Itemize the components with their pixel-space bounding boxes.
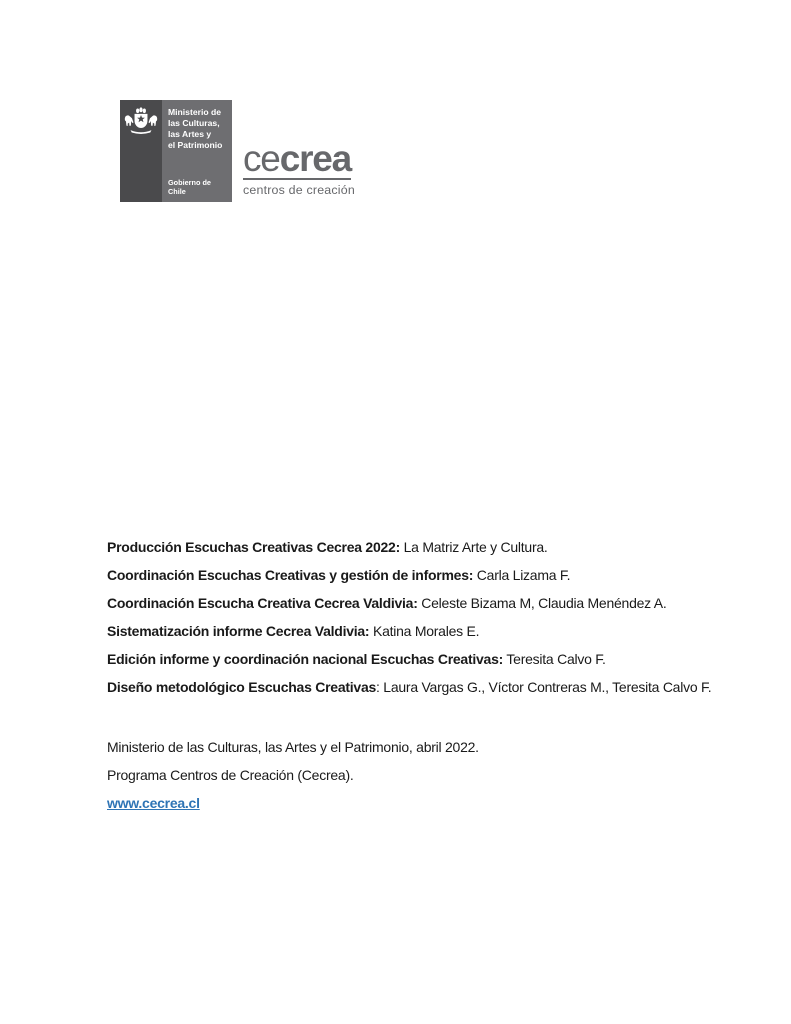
credit-line-sistematizacion: Sistematización informe Cecrea Valdivia: Katina Morales E. <box>107 623 480 639</box>
cecrea-website-link[interactable]: www.cecrea.cl <box>107 795 200 811</box>
credit-line-produccion: Producción Escuchas Creativas Cecrea 2022: La Matriz Arte y Cultura. <box>107 539 548 555</box>
credit-line-coordinacion-informes: Coordinación Escuchas Creativas y gestión de informes: Carla Lizama F. <box>107 567 571 583</box>
ministry-logo-dark-panel <box>120 100 162 202</box>
credit-line-edicion: Edición informe y coordinación nacional Escuchas Creativas: Teresita Calvo F. <box>107 651 606 667</box>
footer-program-line: Programa Centros de Creación (Cecrea). <box>107 767 354 783</box>
ministry-logo <box>120 100 232 202</box>
gobierno-de-chile-label: Gobierno de Chile <box>168 178 211 196</box>
cecrea-tagline: centros de creación <box>243 183 355 197</box>
ministry-logo-gray-panel <box>162 100 232 202</box>
cecrea-logo <box>243 138 355 197</box>
cecrea-wordmark: cecrea <box>243 138 352 179</box>
credit-line-diseno: Diseño metodológico Escuchas Creativas: Laura Vargas G., Víctor Contreras M., Teresita Calvo F. <box>107 679 712 695</box>
header-logo <box>120 100 360 204</box>
credit-line-coordinacion-valdivia: Coordinación Escucha Creativa Cecrea Valdivia: Celeste Bizama M, Claudia Menéndez A. <box>107 595 667 611</box>
credits-section <box>107 539 741 707</box>
footer-ministry-line: Ministerio de las Culturas, las Artes y el Patrimonio, abril 2022. <box>107 739 479 755</box>
chile-coat-of-arms-icon <box>122 105 160 139</box>
ministry-name: Ministerio de las Culturas, las Artes y el Patrimonio <box>168 107 223 150</box>
footer-section <box>107 739 741 823</box>
